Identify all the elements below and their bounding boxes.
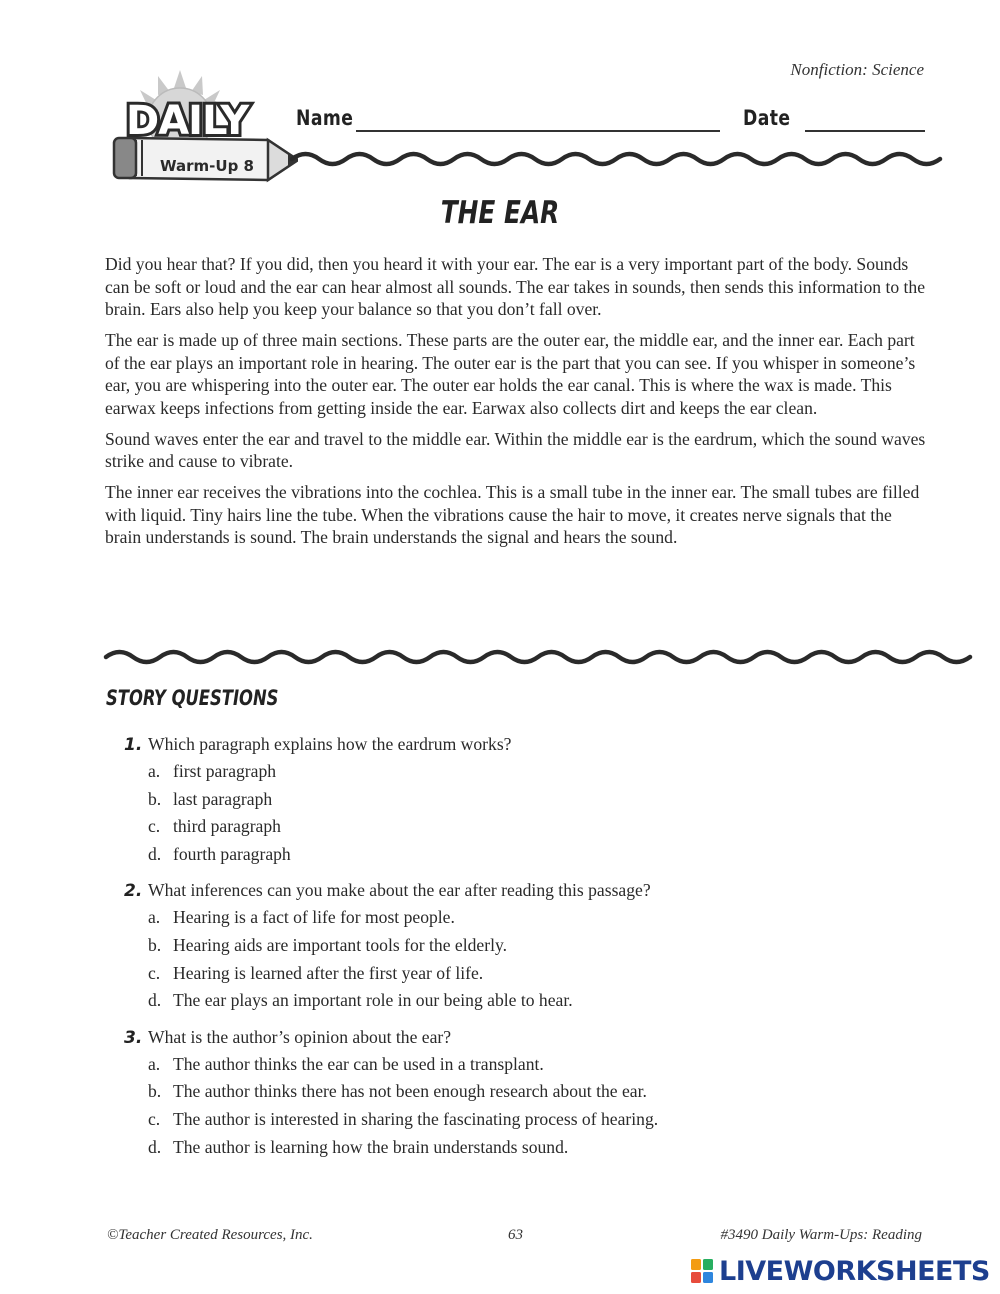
watermark-text: LIVEWORKSHEETS	[719, 1255, 990, 1287]
option-text: The author thinks there has not been enough research about the ear.	[173, 1081, 647, 1102]
name-label: Name	[296, 106, 354, 130]
question-3	[124, 1027, 924, 1164]
question-number: 2.	[124, 881, 143, 902]
option-text: The author is learning how the brain understands sound.	[173, 1136, 569, 1157]
answer-option[interactable]	[124, 990, 924, 1018]
question-text: What inferences can you make about the ear after reading this passage?	[148, 880, 651, 901]
question-text: Which paragraph explains how the eardrum works?	[148, 734, 512, 754]
question-number: 1.	[124, 735, 143, 755]
option-letter: a.	[148, 761, 161, 781]
story-questions-heading: STORY QUESTIONS	[106, 686, 279, 710]
header-wave-divider	[0, 146, 1000, 172]
option-text: Hearing aids are important tools for the elderly.	[173, 934, 508, 955]
logo-subtitle: Warm-Up 8	[160, 157, 254, 175]
liveworksheets-logo-icon	[690, 1258, 714, 1284]
passage-paragraph: Sound waves enter the ear and travel to the middle ear. Within the middle ear is the eardrum, which the sound waves strike and cause to vibrate.	[105, 428, 926, 471]
option-letter: a.	[148, 1053, 161, 1074]
option-text: The author is interested in sharing the fascinating process of hearing.	[173, 1108, 659, 1129]
question-2	[124, 880, 924, 1017]
question-text: What is the author’s opinion about the ear?	[148, 1026, 452, 1047]
option-letter: c.	[148, 816, 161, 837]
option-letter: c.	[148, 1108, 161, 1129]
option-letter: b.	[148, 788, 162, 809]
option-text: The author thinks the ear can be used in a transplant.	[173, 1053, 544, 1074]
footer-copyright: ©Teacher Created Resources, Inc.	[107, 1227, 313, 1243]
answer-option[interactable]	[124, 907, 924, 935]
option-text: first paragraph	[173, 761, 277, 781]
answer-option[interactable]	[124, 935, 924, 963]
date-field[interactable]	[805, 130, 925, 132]
option-letter: a.	[148, 907, 161, 928]
option-text: fourth paragraph	[173, 843, 291, 864]
answer-option[interactable]	[124, 844, 924, 872]
footer-book-title: #3490 Daily Warm-Ups: Reading	[720, 1227, 922, 1243]
question-1	[124, 734, 924, 871]
section-wave-divider	[0, 644, 1000, 670]
category-label: Nonfiction: Science	[790, 60, 924, 79]
option-text: third paragraph	[173, 816, 281, 837]
date-label: Date	[743, 106, 791, 130]
answer-option[interactable]	[124, 1054, 924, 1082]
liveworksheets-watermark[interactable]	[690, 1254, 990, 1288]
answer-option[interactable]	[124, 1109, 924, 1137]
reading-passage	[105, 253, 927, 557]
option-letter: d.	[148, 1136, 162, 1157]
passage-paragraph: The ear is made up of three main sections. These parts are the outer ear, the middle ear, and the inner ear. Each part of the ear plays an important role in hearing. The outer ear is the part that you can see. If you whisper in someone’s ear, you are whispering into the outer ear. The outer ear holds the ear canal. This is where the wax is made. This earwax keeps infections from getting inside the ear. Earwax also collects dirt and keeps the ear clean.	[105, 330, 916, 418]
logo-word: DAILY	[126, 98, 249, 144]
answer-option[interactable]	[124, 816, 924, 844]
answer-option[interactable]	[124, 789, 924, 817]
option-letter: b.	[148, 1081, 162, 1102]
option-text: last paragraph	[173, 788, 273, 809]
questions-list	[124, 734, 924, 1173]
passage-paragraph: The inner ear receives the vibrations into the cochlea. This is a small tube in the inner ear. The small tubes are filled with liquid. Tiny hairs line the tube. When the vibrations cause the hair to move, it creates nerve signals that the brain understands is sound. The brain understands the signal and hears the sound.	[105, 482, 920, 547]
option-letter: b.	[148, 934, 162, 955]
option-letter: d.	[148, 990, 162, 1011]
option-text: Hearing is learned after the first year of life.	[173, 962, 484, 983]
option-letter: d.	[148, 843, 162, 864]
answer-option[interactable]	[124, 1081, 924, 1109]
option-letter: c.	[148, 962, 161, 983]
answer-option[interactable]	[124, 963, 924, 991]
name-field[interactable]	[356, 130, 720, 132]
footer-page-number: 63	[508, 1227, 523, 1243]
answer-option[interactable]	[124, 1137, 924, 1165]
answer-option[interactable]	[124, 761, 924, 789]
page-title: THE EAR	[440, 195, 560, 231]
question-number: 3.	[124, 1027, 143, 1048]
option-text: The ear plays an important role in our being able to hear.	[173, 990, 573, 1011]
option-text: Hearing is a fact of life for most people.	[173, 907, 455, 928]
passage-paragraph: Did you hear that? If you did, then you heard it with your ear. The ear is a very important part of the body. Sounds can be soft or loud and the ear can hear almost all sounds. The ear takes in sounds, then sends this information to the brain. Ears also help you keep your balance so that you don’t fall over.	[105, 254, 926, 319]
